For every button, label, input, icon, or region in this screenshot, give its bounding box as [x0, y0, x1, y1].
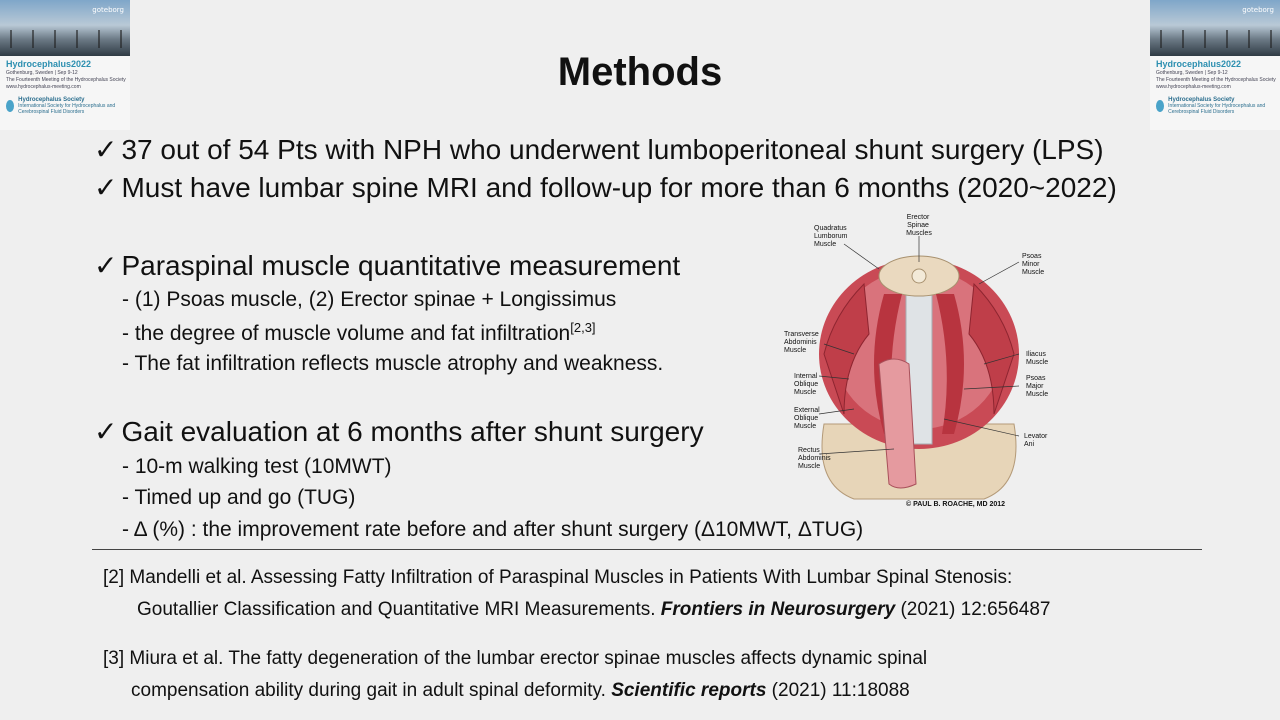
checkmark-icon: ✓	[94, 134, 118, 165]
label-transverse-abdominis: Transverse Abdominis Muscle	[784, 331, 819, 354]
society-logo: Hydrocephalus Society International Society for Hydrocephalus and Cerebrospinal Fluid Disorders	[6, 97, 130, 115]
label-psoas-minor: Psoas Minor Muscle	[1022, 253, 1045, 276]
paraspinal-anatomy-figure	[784, 214, 1054, 510]
label-levator-ani: Levator Ani	[1024, 433, 1048, 448]
label-rectus-abdominis: Rectus Abdominis Muscle	[798, 447, 831, 470]
city-tag: goteborg	[92, 6, 124, 14]
paraspinal-item: - (1) Psoas muscle, (2) Erector spinae + Longissimus	[122, 288, 617, 311]
checkmark-icon: ✓	[94, 172, 118, 203]
conference-subtitle: Gothenburg, Sweden | Sep 9-12 The Fourteenth Meeting of the Hydrocephalus Society www.hydrocephalus-meeting.com	[1156, 70, 1276, 90]
checkmark-icon: ✓	[94, 416, 118, 447]
bullet-paraspinal: ✓ Paraspinal muscle quantitative measurement	[94, 250, 681, 281]
figure-credit: © PAUL B. ROACHE, MD 2012	[906, 501, 1006, 508]
label-external-oblique: External Oblique Muscle	[794, 407, 820, 430]
journal-name: Frontiers in Neurosurgery	[660, 599, 896, 620]
paraspinal-item: - The fat infiltration reflects muscle atrophy and weakness.	[122, 352, 664, 375]
conference-name: Hydrocephalus2022	[1156, 59, 1242, 69]
label-quadratus-lumborum: Quadratus Lumborum Muscle	[814, 225, 848, 248]
reference-2-line2: Goutallier Classification and Quantitative MRI Measurements. Frontiers in Neurosurgery (2021) 12:656487	[137, 599, 1051, 620]
society-logo: Hydrocephalus Society International Society for Hydrocephalus and Cerebrospinal Fluid Disorders	[1156, 97, 1280, 115]
reference-3-line2: compensation ability during gait in adult spinal deformity. Scientific reports (2021) 11:18088	[131, 680, 910, 701]
society-icon	[6, 100, 14, 112]
checkmark-icon: ✓	[94, 250, 118, 281]
conference-subtitle: Gothenburg, Sweden | Sep 9-12 The Fourteenth Meeting of the Hydrocephalus Society www.hydrocephalus-meeting.com	[6, 70, 126, 90]
citation-superscript: [2,3]	[570, 320, 596, 335]
label-iliacus: Iliacus Muscle	[1026, 351, 1049, 366]
society-icon	[1156, 100, 1164, 112]
label-internal-oblique: Internal Oblique Muscle	[794, 373, 819, 396]
city-harbor-image	[0, 0, 130, 56]
city-harbor-image	[1150, 0, 1280, 56]
label-psoas-major: Psoas Major Muscle	[1026, 375, 1049, 398]
bullet-inclusion: ✓ Must have lumbar spine MRI and follow-up for more than 6 months (2020~2022)	[94, 172, 1117, 203]
city-tag: goteborg	[1242, 6, 1274, 14]
slide-title: Methods	[557, 50, 723, 94]
gait-item: - Timed up and go (TUG)	[122, 486, 356, 509]
paraspinal-item: - the degree of muscle volume and fat infiltration[2,3]	[122, 320, 596, 345]
journal-name: Scientific reports	[611, 680, 767, 701]
gait-item: - 10-m walking test (10MWT)	[122, 455, 392, 478]
reference-2-line1: [2] Mandelli et al. Assessing Fatty Infiltration of Paraspinal Muscles in Patients With Lumbar Spinal Stenosis:	[103, 567, 1013, 588]
reference-3-line1: [3] Miura et al. The fatty degeneration of the lumbar erector spinae muscles affects dynamic spinal	[103, 648, 928, 669]
label-erector-spinae: Erector Spinae Muscles	[906, 214, 932, 237]
gait-item: - Δ (%) : the improvement rate before and after shunt surgery (Δ10MWT, ΔTUG)	[122, 518, 864, 541]
conference-name: Hydrocephalus2022	[6, 59, 92, 69]
bullet-gait: ✓ Gait evaluation at 6 months after shunt surgery	[94, 416, 704, 447]
bullet-patients: ✓ 37 out of 54 Pts with NPH who underwent lumboperitoneal shunt surgery (LPS)	[94, 134, 1104, 165]
divider-line	[92, 549, 1202, 550]
